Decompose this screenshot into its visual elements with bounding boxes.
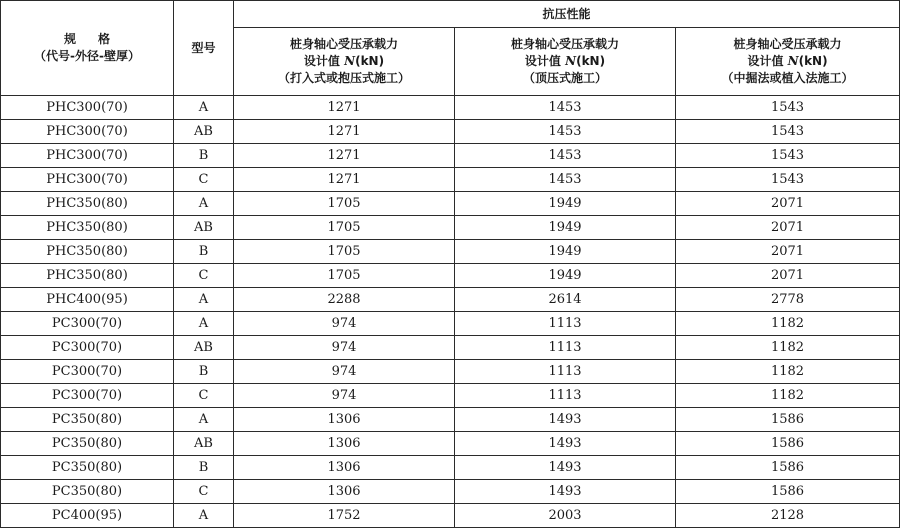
cell-spec: PHC300(70)	[1, 120, 174, 144]
cell-capacity-jacked: 1453	[455, 168, 676, 192]
cell-capacity-driven: 2288	[234, 288, 455, 312]
cell-capacity-driven: 1705	[234, 240, 455, 264]
cell-type: C	[174, 168, 234, 192]
header-group-compression: 抗压性能	[234, 1, 900, 28]
cell-type: AB	[174, 216, 234, 240]
cell-type: A	[174, 504, 234, 528]
cell-type: C	[174, 480, 234, 504]
cell-capacity-jacked: 1949	[455, 192, 676, 216]
table-row	[1, 120, 900, 144]
cell-capacity-bored: 1543	[676, 120, 900, 144]
table-row	[1, 288, 900, 312]
cell-capacity-driven: 1271	[234, 144, 455, 168]
table-row	[1, 168, 900, 192]
table-row	[1, 360, 900, 384]
cell-capacity-bored: 1182	[676, 312, 900, 336]
cell-capacity-bored: 2128	[676, 504, 900, 528]
cell-spec: PHC350(80)	[1, 264, 174, 288]
cell-capacity-bored: 2778	[676, 288, 900, 312]
table-row	[1, 432, 900, 456]
header-spec-sub: （代号-外径-壁厚）	[34, 49, 140, 63]
cell-spec: PHC300(70)	[1, 96, 174, 120]
cell-capacity-driven: 1306	[234, 480, 455, 504]
cell-type: AB	[174, 120, 234, 144]
table-row	[1, 408, 900, 432]
cell-capacity-bored: 1586	[676, 432, 900, 456]
cell-capacity-driven: 974	[234, 384, 455, 408]
cell-type: A	[174, 96, 234, 120]
cell-capacity-bored: 1543	[676, 144, 900, 168]
cell-spec: PHC350(80)	[1, 192, 174, 216]
cell-capacity-jacked: 1493	[455, 456, 676, 480]
cell-capacity-driven: 1705	[234, 264, 455, 288]
header-col-line2-pre: 设计值	[747, 54, 788, 68]
table-row	[1, 384, 900, 408]
cell-capacity-jacked: 1949	[455, 216, 676, 240]
cell-spec: PC350(80)	[1, 408, 174, 432]
cell-type: A	[174, 288, 234, 312]
header-col-line3: （打入式或抱压式施工）	[277, 71, 410, 85]
header-col-line2-post: (kN)	[798, 54, 828, 68]
cell-capacity-driven: 974	[234, 336, 455, 360]
cell-type: AB	[174, 432, 234, 456]
cell-capacity-jacked: 2003	[455, 504, 676, 528]
cell-capacity-driven: 1306	[234, 408, 455, 432]
cell-capacity-driven: 974	[234, 360, 455, 384]
cell-spec: PHC350(80)	[1, 240, 174, 264]
cell-type: C	[174, 264, 234, 288]
cell-type: B	[174, 456, 234, 480]
cell-capacity-jacked: 1949	[455, 240, 676, 264]
cell-capacity-jacked: 2614	[455, 288, 676, 312]
cell-capacity-jacked: 1493	[455, 480, 676, 504]
header-col-line2-var: N	[565, 54, 577, 68]
cell-capacity-bored: 1586	[676, 456, 900, 480]
cell-capacity-driven: 1306	[234, 432, 455, 456]
table-row	[1, 216, 900, 240]
header-col-line2-pre: 设计值	[524, 54, 566, 68]
cell-type: A	[174, 312, 234, 336]
table-row	[1, 312, 900, 336]
cell-spec: PC350(80)	[1, 432, 174, 456]
cell-capacity-bored: 1586	[676, 408, 900, 432]
cell-spec: PC350(80)	[1, 480, 174, 504]
header-row-top	[1, 1, 900, 28]
table-row	[1, 480, 900, 504]
cell-type: AB	[174, 336, 234, 360]
cell-type: B	[174, 360, 234, 384]
cell-spec: PHC350(80)	[1, 216, 174, 240]
cell-type: A	[174, 408, 234, 432]
cell-spec: PC400(95)	[1, 504, 174, 528]
header-col-line3: （顶压式施工）	[522, 71, 607, 85]
cell-capacity-bored: 2071	[676, 216, 900, 240]
header-spec-title-a: 规	[63, 32, 76, 46]
cell-capacity-bored: 1586	[676, 480, 900, 504]
cell-capacity-driven: 1705	[234, 192, 455, 216]
header-col-line1: 桩身轴心受压承载力	[289, 37, 398, 51]
cell-spec: PC300(70)	[1, 360, 174, 384]
cell-spec: PC350(80)	[1, 456, 174, 480]
cell-capacity-bored: 2071	[676, 192, 900, 216]
cell-capacity-driven: 1705	[234, 216, 455, 240]
cell-capacity-driven: 1271	[234, 96, 455, 120]
table-row	[1, 192, 900, 216]
header-col-bored	[676, 28, 900, 96]
cell-capacity-bored: 2071	[676, 264, 900, 288]
cell-capacity-jacked: 1453	[455, 144, 676, 168]
cell-capacity-bored: 1543	[676, 96, 900, 120]
cell-spec: PHC300(70)	[1, 168, 174, 192]
header-col-line3: （中掘法或植入法施工）	[721, 71, 854, 85]
table-row	[1, 96, 900, 120]
header-col-line2-post: (kN)	[576, 54, 606, 68]
header-spec-title-b: 格	[98, 32, 111, 46]
cell-capacity-driven: 1271	[234, 168, 455, 192]
header-type: 型号	[174, 1, 234, 96]
header-col-jacked	[455, 28, 676, 96]
cell-capacity-jacked: 1113	[455, 360, 676, 384]
cell-spec: PC300(70)	[1, 312, 174, 336]
table-body	[1, 96, 900, 528]
cell-capacity-bored: 1182	[676, 360, 900, 384]
header-col-line2-post: (kN)	[355, 54, 385, 68]
cell-type: B	[174, 144, 234, 168]
cell-spec: PC300(70)	[1, 384, 174, 408]
cell-spec: PHC400(95)	[1, 288, 174, 312]
table-row	[1, 456, 900, 480]
cell-capacity-jacked: 1113	[455, 336, 676, 360]
cell-capacity-jacked: 1493	[455, 408, 676, 432]
cell-capacity-bored: 2071	[676, 240, 900, 264]
header-col-line1: 桩身轴心受压承载力	[510, 37, 619, 51]
cell-type: B	[174, 240, 234, 264]
table-row	[1, 240, 900, 264]
cell-capacity-driven: 974	[234, 312, 455, 336]
header-spec	[1, 1, 174, 96]
table-row	[1, 144, 900, 168]
cell-spec: PHC300(70)	[1, 144, 174, 168]
header-col-line1: 桩身轴心受压承载力	[733, 37, 842, 51]
table-row	[1, 504, 900, 528]
cell-capacity-jacked: 1949	[455, 264, 676, 288]
cell-capacity-bored: 1182	[676, 384, 900, 408]
table-row	[1, 336, 900, 360]
cell-capacity-jacked: 1113	[455, 384, 676, 408]
cell-capacity-jacked: 1113	[455, 312, 676, 336]
cell-capacity-bored: 1543	[676, 168, 900, 192]
cell-capacity-bored: 1182	[676, 336, 900, 360]
cell-capacity-driven: 1306	[234, 456, 455, 480]
cell-capacity-jacked: 1453	[455, 120, 676, 144]
cell-capacity-jacked: 1453	[455, 96, 676, 120]
header-col-line2-var: N	[344, 54, 356, 68]
header-col-line2-var: N	[787, 54, 799, 68]
cell-capacity-driven: 1752	[234, 504, 455, 528]
cell-type: C	[174, 384, 234, 408]
header-col-driven	[234, 28, 455, 96]
header-col-line2-pre: 设计值	[303, 54, 345, 68]
cell-type: A	[174, 192, 234, 216]
cell-capacity-driven: 1271	[234, 120, 455, 144]
cell-spec: PC300(70)	[1, 336, 174, 360]
cell-capacity-jacked: 1493	[455, 432, 676, 456]
table-row	[1, 264, 900, 288]
